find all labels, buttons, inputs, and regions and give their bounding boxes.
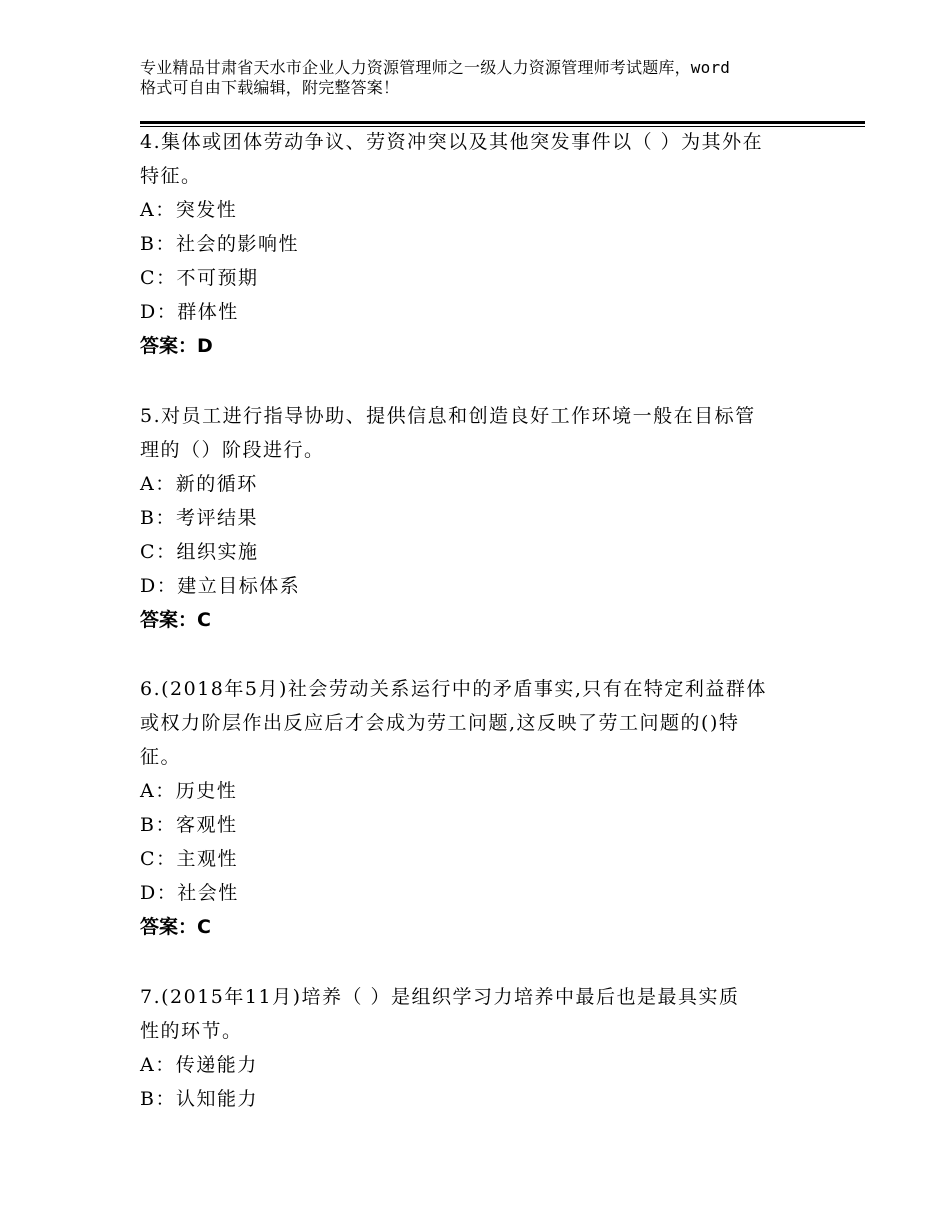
question-4 [140,125,820,363]
question-text-line: 理的（）阶段进行。 [140,439,325,461]
option-d: D：社会性 [140,882,239,904]
question-text-line: 征。 [140,746,182,768]
option-c: C：主观性 [140,848,239,870]
option-b: B：客观性 [140,814,238,836]
option-d: D：建立目标体系 [140,575,301,597]
question-text-line: 5.对员工进行指导协助、提供信息和创造良好工作环境一般在目标管 [140,405,756,427]
question-text-line: 或权力阶层作出反应后才会成为劳工问题,这反映了劳工问题的()特 [140,712,740,734]
option-b: B：社会的影响性 [140,233,299,255]
header-divider-thick [140,121,865,124]
option-c: C：不可预期 [140,267,259,289]
question-text-line: 特征。 [140,165,202,187]
option-a: A：新的循环 [140,473,258,495]
answer: 答案：C [140,609,211,631]
question-text-line: 4.集体或团体劳动争议、劳资冲突以及其他突发事件以（ ）为其外在 [140,131,764,153]
question-text-line: 6.(2018年5月)社会劳动关系运行中的矛盾事实,只有在特定利益群体 [140,678,767,700]
document-header [140,58,830,98]
question-text-line: 7.(2015年11月)培养（ ）是组织学习力培养中最后也是最具实质 [140,986,740,1008]
question-5 [140,399,820,637]
header-line-1: 专业精品甘肃省天水市企业人力资源管理师之一级人力资源管理师考试题库，word [140,58,731,77]
header-line-2: 格式可自由下载编辑，附完整答案！ [140,78,400,97]
answer: 答案：C [140,916,211,938]
option-a: A：传递能力 [140,1054,258,1076]
question-6 [140,672,820,944]
question-7 [140,980,820,1116]
answer: 答案：D [140,335,213,357]
option-a: A：历史性 [140,780,238,802]
option-a: A：突发性 [140,199,238,221]
option-b: B：考评结果 [140,507,258,529]
question-text-line: 性的环节。 [140,1020,243,1042]
option-c: C：组织实施 [140,541,259,563]
option-d: D：群体性 [140,301,239,323]
option-b: B：认知能力 [140,1088,258,1110]
